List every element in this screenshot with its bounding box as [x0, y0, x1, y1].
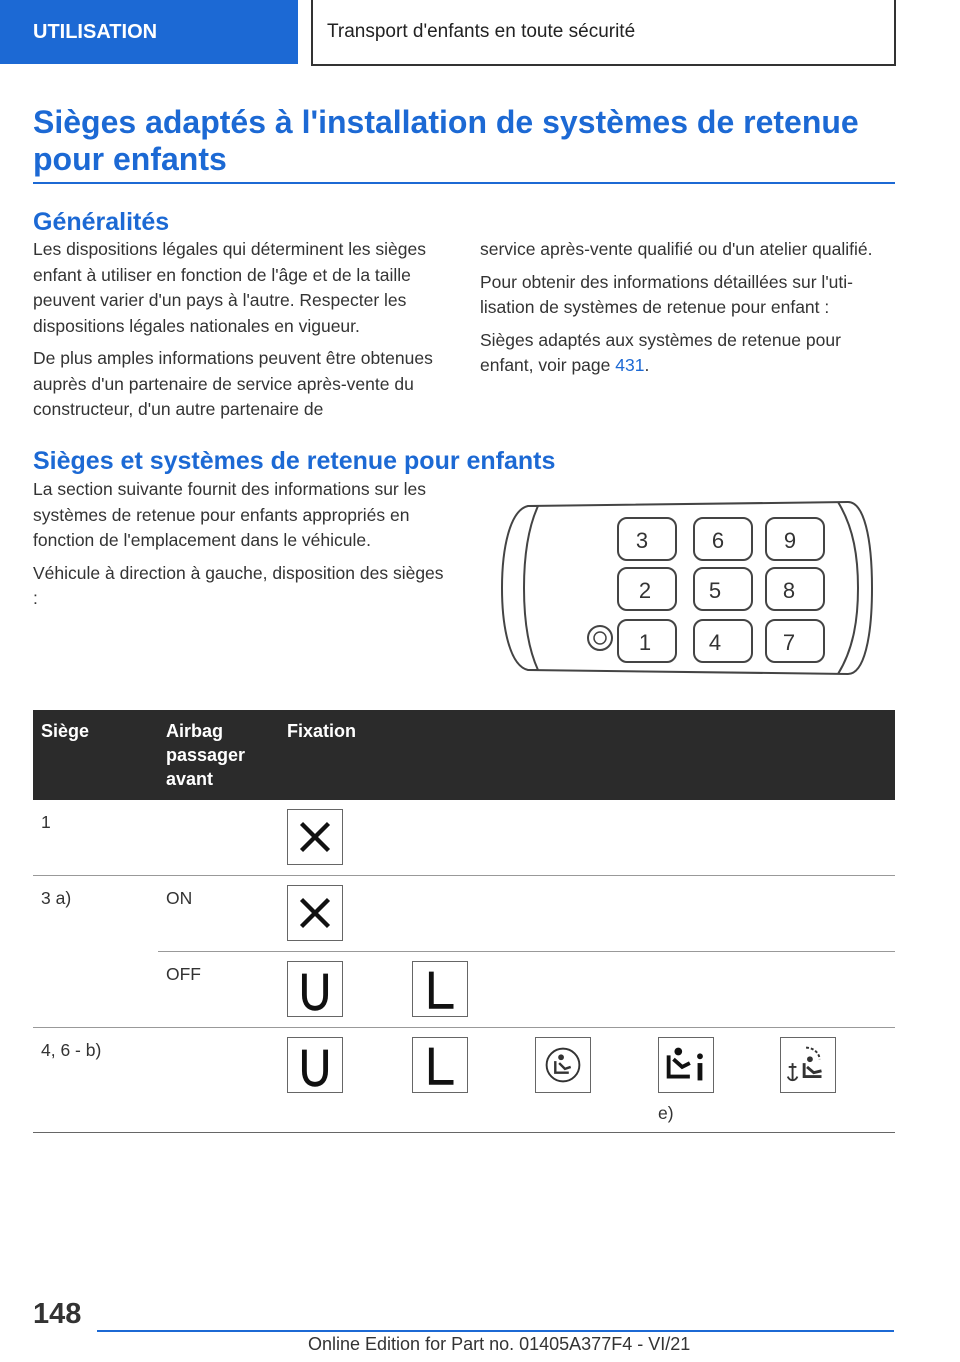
- u-icon: [287, 961, 343, 1017]
- seat-number: 3: [635, 528, 649, 553]
- seats-paragraph-1: La section suivante fournit des informations sur les systèmes de retenue pour enfants appropriés en fonction de l'emplacement dans le véhicule.: [33, 479, 426, 550]
- page-link[interactable]: 431: [615, 355, 645, 375]
- header-airbag: Airbag passager avant: [166, 721, 246, 789]
- note-cell: e): [658, 1103, 674, 1123]
- isize-icon: [658, 1037, 714, 1093]
- page-number: 148: [33, 1298, 82, 1330]
- seat-number: 1: [638, 630, 652, 655]
- steering-wheel-icon: [588, 626, 612, 650]
- section-label: UTILISATION: [33, 20, 158, 43]
- airbag-cell: OFF: [166, 964, 201, 984]
- general-paragraph-3: service après-vente qualifié ou d'un atelier qualifié.: [480, 239, 873, 259]
- u-icon: [287, 1037, 343, 1093]
- table-row: [33, 1028, 895, 1135]
- table-header: [33, 710, 895, 800]
- isofix-anchor-icon: [780, 1037, 836, 1093]
- airbag-cell: ON: [166, 888, 193, 908]
- page-title: Sièges adaptés à l'installation de systèmes de retenue pour enfants: [33, 104, 859, 177]
- x-icon: [287, 809, 343, 865]
- header-fixation: Fixation: [287, 721, 357, 741]
- seat-number: 4: [708, 630, 722, 655]
- heading-seats: Sièges et systèmes de retenue pour enfants: [33, 447, 556, 475]
- table-row: [33, 800, 895, 876]
- header-seat: Siège: [41, 721, 90, 741]
- general-paragraph-5: Sièges adaptés aux systèmes de retenue pour enfant, voir page 431.: [480, 329, 841, 375]
- x-icon: [287, 885, 343, 941]
- table-row: [41, 876, 895, 952]
- general-paragraph-4: Pour obtenir des informations détaillées sur l'utilisation de systèmes de retenue pour enfant :: [480, 271, 853, 317]
- seat-cell: 3 a): [41, 888, 72, 908]
- section-tab: [0, 0, 298, 64]
- seat-number: 2: [638, 578, 652, 603]
- seat-number: 5: [708, 578, 722, 603]
- chapter-label: Transport d'enfants en toute sécurité: [327, 21, 636, 42]
- seat-number: 7: [782, 630, 796, 655]
- general-paragraph-2: De plus amples informations peuvent être obtenues auprès d'un partenaire de service après-vente du constructeur, d'un autre partenaire de: [33, 348, 433, 419]
- seat-number: 9: [783, 528, 797, 553]
- heading-general: Généralités: [33, 208, 170, 236]
- seat-number: 6: [711, 528, 725, 553]
- footer-text: Online Edition for Part no. 01405A377F4 - VI/21: [308, 1334, 691, 1354]
- seat-layout-diagram: [498, 498, 876, 678]
- l-icon: [412, 1037, 468, 1093]
- footer-divider: [97, 1330, 894, 1332]
- seats-paragraph-2: Véhicule à direction à gauche, disposition des sièges :: [33, 562, 444, 608]
- seat-compatibility-table: [33, 710, 895, 1135]
- general-paragraph-1: Les dispositions légales qui déterminent les sièges enfant à utiliser en fonction de l'âge et de la taille peuvent varier d'un pays à l'autre. Respecter les dispositions légales nationales en vigueur.: [33, 239, 427, 336]
- seat-cell: 4, 6 - b): [41, 1040, 102, 1060]
- general-right-column: [480, 237, 892, 386]
- seat-number: 8: [782, 578, 796, 603]
- table-bottom-rule: [33, 1132, 895, 1133]
- seats-text: [33, 477, 451, 619]
- title-divider: [33, 182, 895, 184]
- l-icon: [412, 961, 468, 1017]
- table-row: [33, 952, 895, 1028]
- isofix-child-seat-icon: [535, 1037, 591, 1093]
- general-left-column: [33, 237, 451, 430]
- seat-cell: 1: [41, 812, 51, 832]
- chapter-header: [311, 0, 896, 66]
